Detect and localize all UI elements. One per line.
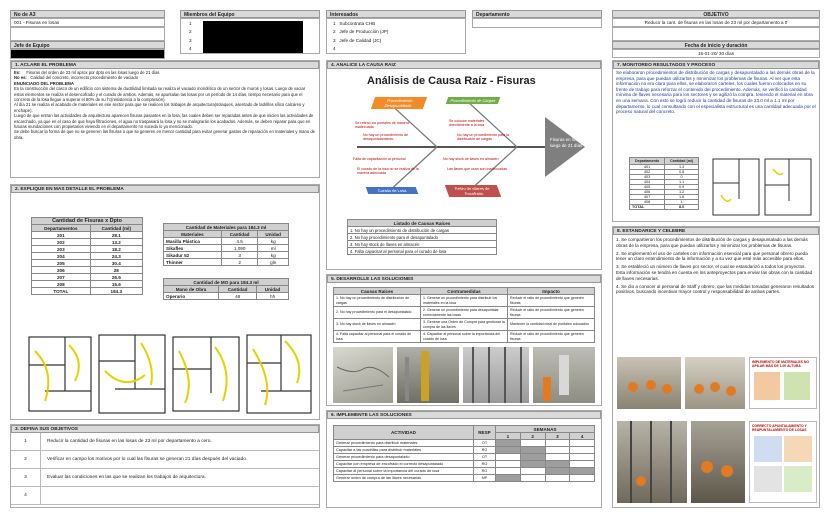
header-objetivo (612, 10, 820, 58)
resp-cell: RG (474, 468, 496, 475)
week-cell (570, 461, 595, 468)
table-cell: 408 (630, 200, 665, 205)
bone-label: No hay un procedimiento para la distribución de cargas (457, 133, 509, 142)
table-row (334, 454, 595, 461)
soluciones-table (333, 287, 595, 343)
es-text: Fisuras del orden de 23 ml aprox por dpto en las losas luego de 21 días (26, 70, 160, 75)
section-title: 3. DEFINA SUS OBJETIVOS (11, 425, 319, 433)
paragraph: Al día 21 se realiza el acabado de materiales en ese sector para que se realicen los trabajos de arquitectura(solaques, asentado de ladrillos sílico calcáreo y enchape). (14, 102, 305, 113)
table-cell: 4. Capacitar al personal sobre la importancia del curado de losa (421, 331, 508, 343)
category-cargas: Procedimiento de Cargas (446, 97, 501, 104)
miembro-num: 4 (189, 46, 192, 52)
table-cell: 1,090 (221, 245, 258, 252)
week-cell (545, 461, 570, 468)
table-cell: Reducir el ratio de procedimiento que generen fisuras (508, 295, 595, 307)
objetivo-text: Reducir la cantidad de fisuras en las losas de 23 ml por departamento a cero. (47, 439, 212, 444)
table-row (334, 295, 595, 307)
week-cell (520, 454, 545, 461)
table-cell: 26.5 (90, 274, 142, 281)
table-cell: 48 (219, 293, 257, 300)
causas-list-table (347, 219, 497, 255)
jefe-value-redacted (10, 49, 165, 59)
objetivo-row (11, 487, 319, 505)
week-cell (570, 468, 595, 475)
week-cell (545, 475, 570, 482)
category-desapuntalado: Procedimiento Desapuntalado (371, 97, 427, 109)
mano-obra-table (163, 278, 289, 300)
week-cell (496, 461, 521, 468)
table-row: 1. No hay un procedimiento de distribución de cargas (348, 227, 497, 234)
interesados-label: Interesados (326, 10, 466, 18)
estandar-item: 1. Se compartieron los procedimientos de distribución de cargas y desapuntalado a las demás obras de la empresa, para que puedan utilizarlos y minimizar los problemas de fisuras. (616, 237, 808, 248)
table-row: 3. No hay stock de llaves en almacén (348, 241, 497, 248)
diagram-title: Análisis de Causa Raíz - Fisuras (367, 75, 536, 87)
table-row (32, 281, 143, 288)
paragraph: En la construcción del casco de un edificio con sistema de ductilidad limitada se realiza el vaciado monolítico de un sector de muros y losas. Luego de vaciar estos elementos se realiza el desencofrado y el curado de ambos. Además, se apuntalan las losas por un período de 14 días, tiempo necesario para que el concreto de la losa llegue a superar el 80% de su f'c(resistencia a la compresión). (14, 86, 306, 103)
miembros-label: Miembros del Equipo (180, 10, 320, 18)
col-header: Impacto (508, 288, 595, 295)
section-title: 5. DESARROLLE LAS SOLUCIONES (327, 275, 601, 283)
monitoreo-text: Se elaboraron procedimientos de distribución de cargas y desapuntalado a las demás obras de la empresa, para que puedan utilizarlos y minimizar los problemas de fisuras. Al ver que esta información no era clara para ellos, se elaboraron carteles, los cuales fueron colocados en su frente de trabajo para reforzar el contenido del procedimiento. Además, se verificó la cantidad mínima de llaves necesaria para los sectores y se agilizó la compra, teniendo el material en obra en una semana. Con esto se logró reducir la cantidad de fisuras de 23.0 ml a 1.1 ml por departamento, lo cual consultando con el especialista estructural es una cantidad adecuada por el proceso natural del concreto. (616, 70, 816, 115)
table-cell: 13.2 (90, 239, 142, 246)
week-cell (570, 447, 595, 454)
poster-apuntalamiento (749, 421, 817, 503)
table-cell: 1 (665, 200, 699, 205)
header-interesados (326, 10, 466, 54)
a3-label: No de A3 (10, 10, 165, 18)
photo-puntales-obra (617, 421, 687, 503)
table-cell: 18.2 (90, 246, 142, 253)
table-cell: 2 (221, 259, 258, 266)
objetivo-value: Reducir la cant. de fisuras en las losas de 23 ml por departamento a 0 (612, 18, 820, 27)
table-cell: 401 (630, 165, 665, 170)
table-cell: 15.6 (90, 281, 142, 288)
objetivo-row (11, 433, 319, 451)
table-row: 4. Falta capacitar al personal para el curado de losa (348, 248, 497, 255)
col-header: Mano de Obra (164, 286, 219, 293)
table-cell: Mantener la cantidad ideal de puntales colocados (508, 319, 595, 331)
table-cell: 405 (630, 185, 665, 190)
category-retiro: Retiro de cilares de Encofrado (445, 185, 501, 197)
week-header: 4 (570, 433, 595, 440)
table-row (32, 267, 143, 274)
photo-capacitacion-1 (617, 357, 681, 409)
interesados-list: 1 Subcontrata CHB 2 Jefe de Producción (JP) 3 Jefe de Calidad (JC) 4 (326, 18, 466, 54)
table-cell: 407 (630, 195, 665, 200)
table-cell: kg (258, 252, 289, 259)
table-title: Cantidad de Materiales para 184.3 ml (164, 224, 289, 231)
total-label: TOTAL (32, 288, 91, 295)
jefe-label: Jefe de Equipo (10, 41, 165, 49)
activity-cell: Capacitar al personal sobre la importancia del curado de losa (334, 468, 474, 475)
table-row (164, 293, 289, 300)
photo-celebracion (691, 421, 745, 503)
col-header: Cantidad (ml) (90, 225, 142, 232)
poster-title: IMPLEMENTO DE MATERIALES NO APILAR MÁS DE 1.00 ALTURA (752, 360, 809, 368)
noes-text: Calidad del concreto, incorrecto procedimiento de vaciado (30, 75, 139, 81)
fishbone-head: Fisuras en losas luego de 21 días (549, 137, 583, 148)
table-row (32, 246, 143, 253)
table-row (32, 232, 143, 239)
section-title: 1. ACLARE EL PROBLEMA (11, 61, 319, 69)
week-cell (496, 440, 521, 447)
col-header: Departamentos (32, 225, 91, 232)
section-explique (10, 184, 320, 420)
bone-label: Se colocan materiales directamente a la losa (449, 119, 485, 128)
week-cell (545, 454, 570, 461)
col-header: Cantidad (219, 286, 257, 293)
fecha-label: Fecha de inicio y duración (612, 41, 820, 49)
floor-plan-result (709, 155, 815, 219)
table-row (164, 238, 289, 245)
table-title: Cantidad de MO para 184.3 ml (164, 279, 289, 286)
resultados-table (629, 157, 699, 210)
table-row (334, 331, 595, 343)
week-cell (520, 447, 545, 454)
week-cell (520, 468, 545, 475)
section-title: 4. ANALICE LA CAUSA RAIZ (327, 61, 601, 69)
photo-losa (333, 347, 393, 403)
table-cell: 3 (221, 252, 258, 259)
total-value: 8.0 (665, 205, 699, 210)
week-cell (496, 475, 521, 482)
resp-cell: RG (474, 461, 496, 468)
table-cell: 30.4 (90, 260, 142, 267)
bone-label: Falta de capacitación al personal (353, 157, 406, 161)
enunciado-label: ENUNCIADO DEL PROBLEMA (14, 80, 74, 86)
objetivo-text: Evaluar las condiciones en las que se realizan los trabajos de arquitectura. (47, 475, 206, 480)
col-header: RESP (474, 426, 496, 440)
week-cell (496, 447, 521, 454)
table-row (334, 461, 595, 468)
table-row (164, 259, 289, 266)
bone-label: Se retiran los puntales de manera inadecuada (355, 121, 409, 130)
departamento-value (472, 18, 602, 28)
section-aclare (10, 60, 320, 178)
table-row (32, 260, 143, 267)
header-miembros (180, 10, 320, 54)
table-cell: Reducir el ratio de procedimiento que generen fisuras (508, 307, 595, 319)
col-header: Cantidad (221, 231, 258, 238)
table-cell: Sikadur 52 (164, 252, 222, 259)
week-cell (570, 475, 595, 482)
table-title: Listado de Causas Raíces (348, 220, 497, 227)
col-header: Materiales (164, 231, 222, 238)
table-cell: 1.2 (665, 190, 699, 195)
section-title: 6. IMPLEMENTE LAS SOLUCIONES (327, 411, 601, 419)
table-cell: 4. Falta capacitar al personal para el curado de losa (334, 331, 421, 343)
table-cell: 3. No hay stock de llaves en almacén (334, 319, 421, 331)
bone-label: Las llaves que usan son inadecuadas (447, 167, 507, 171)
table-cell: 402 (630, 170, 665, 175)
table-cell: 0.8 (665, 170, 699, 175)
activity-cell: Capacitar con empresa de encofrado el correcto desapuntalado (334, 461, 474, 468)
table-row (164, 245, 289, 252)
bone-label: El curado de la losa no se realiza de la manera adecuada (357, 167, 419, 176)
table-cell: 2. Generar un procedimiento para desapuntalar correctamente las losas (421, 307, 508, 319)
photo-capacitacion-2 (685, 357, 745, 409)
implementacion-table (333, 425, 595, 482)
section-causa-raiz (326, 60, 602, 270)
materiales-table (163, 223, 289, 266)
week-cell (520, 461, 545, 468)
fecha-value: 15-01-20/ 30 días (612, 49, 820, 58)
col-header: Departamento (630, 158, 665, 165)
table-row (32, 239, 143, 246)
section-title: 8. ESTANDARICE Y CELEBRE (613, 227, 819, 235)
objetivo-num: 4 (11, 487, 41, 504)
miembro-num: 2 (189, 29, 192, 35)
col-header: Cantidad (ml) (665, 158, 699, 165)
table-row: 2. No hay procedimiento para el desapuntalado (348, 234, 497, 241)
total-label: TOTAL (630, 205, 665, 210)
category-curado: Curado de Losa (366, 187, 419, 194)
table-cell: 1.1 (665, 180, 699, 185)
col-header: Unidad (257, 286, 289, 293)
table-cell: 0.9 (665, 185, 699, 190)
section-estandarice (612, 226, 820, 508)
table-cell: Sikaflex (164, 245, 222, 252)
activity-cell: Generar procedimiento para desapuntalado (334, 454, 474, 461)
table-cell: 1. No hay un procedimiento de distribución de cargas (334, 295, 421, 307)
objetivo-label: OBJETIVO (612, 10, 820, 18)
table-cell: 0 (665, 175, 699, 180)
week-cell (496, 454, 521, 461)
table-cell: kg (258, 238, 289, 245)
departamento-label: Departamento (472, 10, 602, 18)
objetivo-row (11, 469, 319, 487)
table-cell: 403 (630, 175, 665, 180)
objetivo-num: 1 (11, 433, 41, 450)
section-objetivos (10, 424, 320, 508)
col-header: Causas Raíces (334, 288, 421, 295)
table-row (334, 468, 595, 475)
estandar-item: 2. Se implementó el uso de carteles con información esencial para que personal obrero pueda tener un claro entendimiento de la información y a su vez que esté más accesible para ellos. (616, 250, 808, 262)
table-cell: 28.1 (90, 232, 142, 239)
table-cell: 406 (630, 190, 665, 195)
table-row (334, 307, 595, 319)
resp-cell: RG (474, 447, 496, 454)
interesado-item: Jefe de Calidad (JC) (339, 37, 382, 43)
interesado-item: Subcontrata CHB (339, 21, 376, 26)
estandar-item: 4. Se dio a conocer al personal de Staff y obrero, que las medidas tomadas generaron resultados positivos, buscando incentivar mayor control y responsabilidad de ambas partes. (616, 283, 815, 295)
week-header: 1 (496, 433, 521, 440)
table-cell: Operario (164, 293, 219, 300)
col-header: Unidad (258, 231, 289, 238)
es-label: Es: (14, 70, 21, 75)
table-cell: 202 (32, 239, 91, 246)
table-cell: 1.6 (665, 195, 699, 200)
week-cell (520, 475, 545, 482)
table-row (334, 475, 595, 482)
table-row (334, 319, 595, 331)
table-title: Cantidad de Fisuras x Dpto (32, 218, 143, 225)
objetivo-num: 2 (11, 451, 41, 468)
table-row (334, 447, 595, 454)
table-cell: ml (258, 245, 289, 252)
section-title: 7. MONITOREO RESULTADOS Y PROCESO (613, 61, 819, 69)
paragraph: Luego de que entran las actividades de arquitectura aparecen fisuras pasantes en la losa, las cuales deben ser reparadas antes de que inicien las actividades de escarchado, ya que en el caso de que haya filtraciones, el agua no traspasará la losa y no se malograrán los acabados. Además, se deben reparar para que en futuras inundaciones con propietarios viviendo en el departamento no suceda lo ya mencionado. (14, 113, 314, 130)
bone-label: No hay un procedimiento de desapuntalamiento (363, 133, 408, 142)
table-cell: 204 (32, 253, 91, 260)
paragraph: Se debe buscar la forma de que no se generen las fisuras o que se generen en menor cantidad para evitar generar gastos de reparación en materiales y mano de obra. (14, 129, 315, 140)
noes-label: No es: (14, 75, 27, 81)
objetivo-num: 3 (11, 469, 41, 486)
col-header: ACTIVIDAD (334, 426, 474, 440)
table-row (32, 274, 143, 281)
resp-cell: OT (474, 454, 496, 461)
week-cell (545, 468, 570, 475)
table-cell: 28 (90, 267, 142, 274)
week-cell (545, 447, 570, 454)
header-departamento (472, 10, 602, 28)
resp-cell: OT (474, 440, 496, 447)
photo-curado (533, 347, 595, 403)
table-cell: 24.3 (90, 253, 142, 260)
table-cell: 4.5 (221, 238, 258, 245)
col-header: Contramedidas (421, 288, 508, 295)
miembro-num: 3 (189, 37, 192, 43)
table-cell: 404 (630, 180, 665, 185)
table-cell: 208 (32, 281, 91, 288)
section-monitoreo (612, 60, 820, 222)
objetivo-blank (612, 27, 820, 41)
activity-cell: Capacitar a las cuadrillas para distribuir materiales (334, 447, 474, 454)
section-soluciones (326, 274, 602, 406)
col-header: SEMANAS (496, 426, 595, 433)
activity-cell: Generar orden de compra de las llaves necesarias (334, 475, 474, 482)
table-cell: gln (258, 259, 289, 266)
a3-value: 001 - Fisuras en losas (10, 18, 165, 27)
table-row (32, 253, 143, 260)
table-cell: 2. No hay procedimiento para el desapuntalado (334, 307, 421, 319)
objetivo-text: Verificar en campo los motivos por lo cual las fisuras se generan 21 días después del vaciado. (47, 457, 248, 462)
section-implemente (326, 410, 602, 508)
week-cell (545, 440, 570, 447)
table-cell: 205 (32, 260, 91, 267)
miembros-list (180, 18, 320, 54)
table-cell: 201 (32, 232, 91, 239)
interesado-item: Jefe de Producción (JP) (339, 29, 389, 35)
photo-encofrado (397, 347, 459, 403)
table-cell: Thinner (164, 259, 222, 266)
week-cell (570, 454, 595, 461)
table-row (164, 252, 289, 259)
table-cell: Reducir el ratio de procedimiento que generen fisuras (508, 331, 595, 343)
week-cell (496, 468, 521, 475)
total-value: 184.3 (90, 288, 142, 295)
poster-materiales (749, 357, 817, 409)
week-cell (520, 440, 545, 447)
header-a3 (10, 10, 165, 59)
photo-puntales (463, 347, 529, 403)
table-cell: 203 (32, 246, 91, 253)
bone-label: No hay stock de llaves en almacén (443, 157, 499, 161)
table-cell: hh (257, 293, 289, 300)
table-cell: Masilla Plástica (164, 238, 222, 245)
week-header: 2 (520, 433, 545, 440)
poster-title: CORRECTO APUNTALAMIENTO Y REAPUNTALAMIENTO DE LOSAS (752, 424, 807, 432)
week-cell (570, 440, 595, 447)
miembro-num: 1 (189, 21, 192, 26)
objetivo-row (11, 451, 319, 469)
table-cell: 3. Generar una Orden de Compra para gestionar la compra de las llaves (421, 319, 508, 331)
table-cell: 206 (32, 267, 91, 274)
estandar-item: 3. Se estableció un número de llaves por sector, el cual se estandarizó a todos los proyectos. Esta información se tendrá en cuenta en los anteproyectos para enviar las obras con la cantidad de llaves necesarias. (616, 264, 813, 281)
week-header: 3 (545, 433, 570, 440)
activity-cell: Generar procedimiento para distribuir materiales (334, 440, 474, 447)
table-cell: 1.4 (665, 165, 699, 170)
section-title: 2. EXPLIQUE EN MAS DETALLE EL PROBLEMA (11, 185, 319, 193)
table-cell: 207 (32, 274, 91, 281)
fisuras-table (31, 217, 143, 295)
a3-blank (10, 27, 165, 41)
resp-cell: MP (474, 475, 496, 482)
floor-plan-image (25, 331, 315, 415)
miembros-redacted (203, 21, 303, 53)
table-row (334, 440, 595, 447)
table-cell: 1. Generar un procedimiento para distribuir los materiales en la losa (421, 295, 508, 307)
